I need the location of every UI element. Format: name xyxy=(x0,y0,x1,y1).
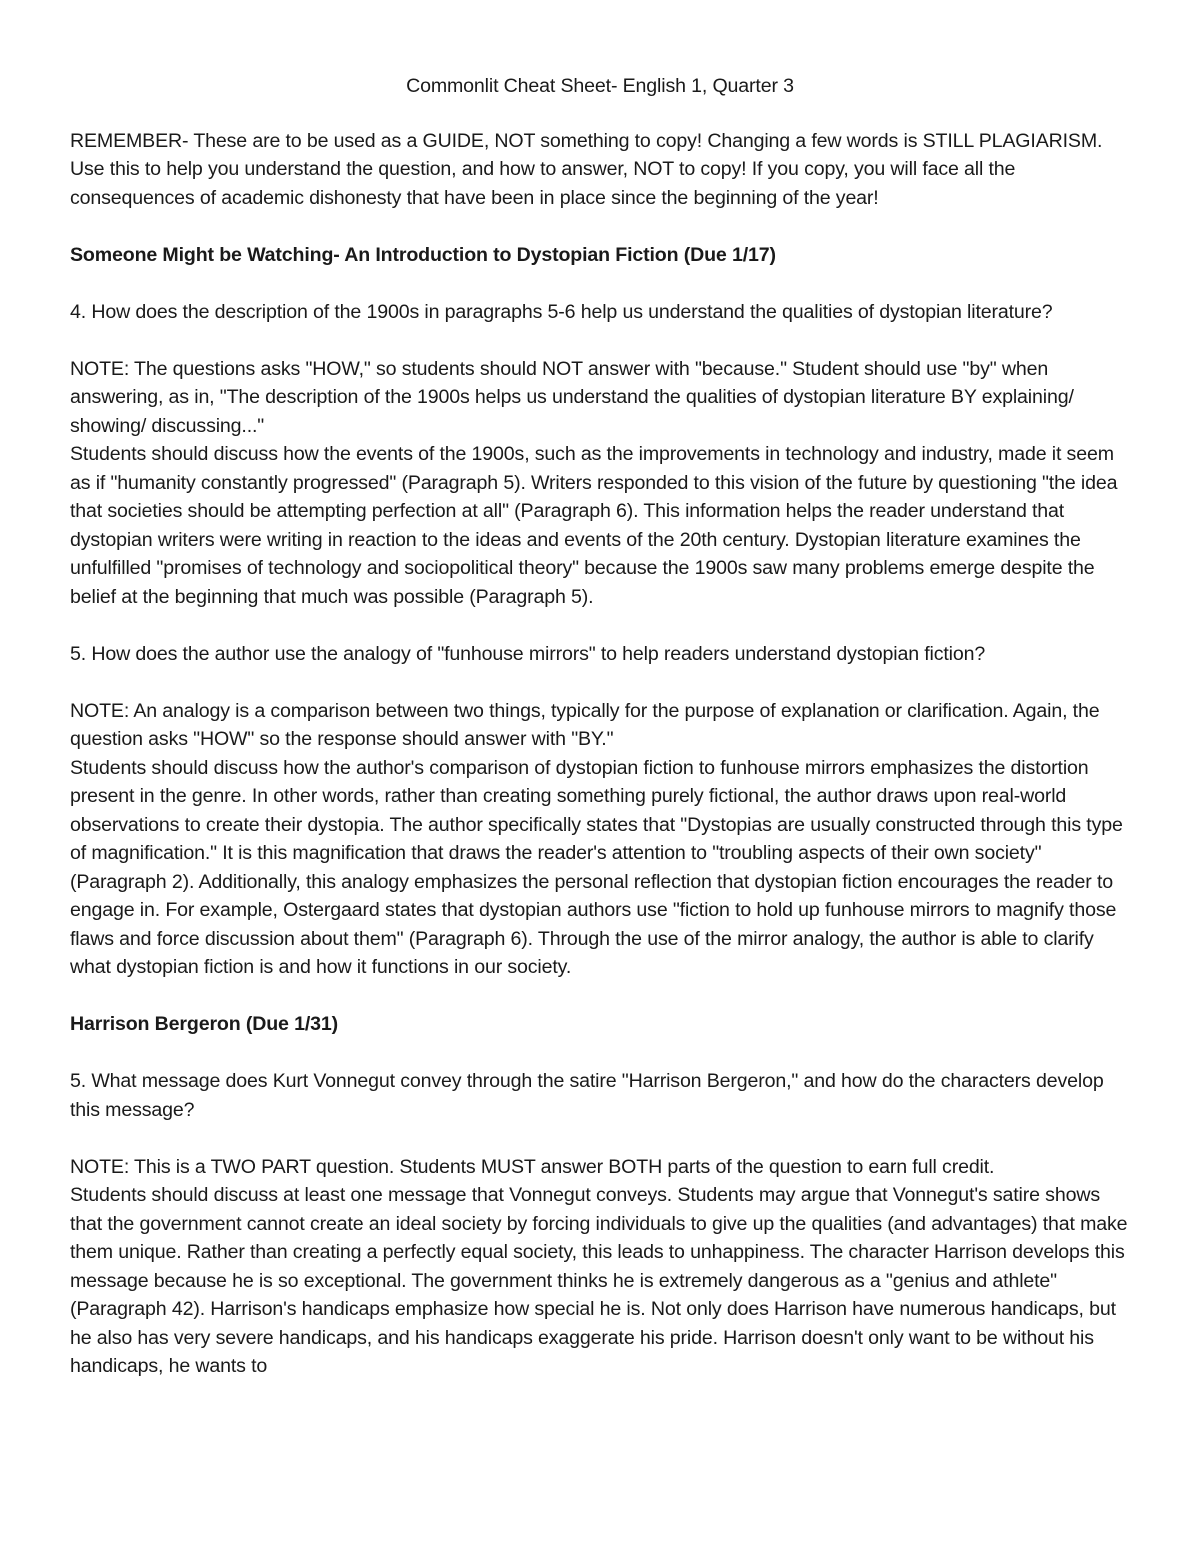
question-5-answer: Students should discuss how the author's comparison of dystopian fiction to funhouse mirrors emphasizes the distortion present in the genre. In other words, rather than creating something purely fictional, the author draws upon real-world observations to create their dystopia. The author specifically states that "Dystopias are usually constructed through this type of magnification." It is this magnification that draws the reader's attention to "troubling aspects of their own society" (Paragraph 2). Additionally, this analogy emphasizes the personal reflection that dystopian fiction encourages the reader to engage in. For example, Ostergaard states that dystopian authors use "fiction to hold up funhouse mirrors to magnify those flaws and force discussion about them" (Paragraph 6). Through the use of the mirror analogy, the author is able to clarify what dystopian fiction is and how it functions in our society. xyxy=(70,756,1123,978)
question-4-answer: Students should discuss how the events of the 1900s, such as the improvements in technology and industry, made it seem as if "humanity constantly progressed" (Paragraph 5). Writers responded to this vision of the future by questioning "the idea that societies should be attempting perfection at all" (Paragraph 6). This information helps the reader understand that dystopian writers were writing in reaction to the ideas and events of the 20th century. Dystopian literature examines the unfulfilled "promises of technology and sociopolitical theory" because the 1900s saw many problems emerge despite the belief at the beginning that much was possible (Paragraph 5). xyxy=(70,443,1118,608)
spacer xyxy=(70,982,1130,1011)
spacer xyxy=(70,269,1130,298)
document-page xyxy=(70,72,1130,1381)
hb-question-5: 5. What message does Kurt Vonnegut convey through the satire "Harrison Bergeron," and how do the characters develop this message? xyxy=(70,1070,1104,1121)
question-4-note: NOTE: The questions asks "HOW," so students should NOT answer with "because." Student should use "by" when answering, as in, "The description of the 1900s helps us understand the qualities of dystopian literature BY explaining/ showing/ discussing..." xyxy=(70,357,1074,437)
question-5-note: NOTE: An analogy is a comparison between two things, typically for the purpose of explanation or clarification. Again, the question asks "HOW" so the response should answer with "BY." xyxy=(70,699,1100,750)
section-heading-dystopian-fiction: Someone Might be Watching- An Introduction to Dystopian Fiction (Due 1/17) xyxy=(70,243,776,266)
spacer xyxy=(70,611,1130,640)
intro-paragraph: REMEMBER- These are to be used as a GUIDE, NOT something to copy! Changing a few words is STILL PLAGIARISM. Use this to help you understand the question, and how to answer, NOT to copy! If you copy, you will face all the consequences of academic dishonesty that have been in place since the beginning of the year! xyxy=(70,129,1103,209)
spacer xyxy=(70,1124,1130,1153)
page-title: Commonlit Cheat Sheet- English 1, Quarter 3 xyxy=(406,75,794,97)
spacer xyxy=(70,212,1130,241)
spacer xyxy=(70,326,1130,355)
question-5: 5. How does the author use the analogy of "funhouse mirrors" to help readers understand dystopian fiction? xyxy=(70,642,986,665)
hb-question-5-note: NOTE: This is a TWO PART question. Students MUST answer BOTH parts of the question to earn full credit. xyxy=(70,1155,995,1178)
spacer xyxy=(70,1039,1130,1068)
spacer xyxy=(70,668,1130,697)
section-heading-harrison-bergeron: Harrison Bergeron (Due 1/31) xyxy=(70,1013,339,1035)
question-4: 4. How does the description of the 1900s in paragraphs 5-6 help us understand the qualities of dystopian literature? xyxy=(70,300,1053,323)
hb-question-5-answer: Students should discuss at least one message that Vonnegut conveys. Students may argue that Vonnegut's satire shows that the government cannot create an ideal society by forcing individuals to give up the qualities (and advantages) that make them unique. Rather than creating a perfectly equal society, this leads to unhappiness. The character Harrison develops this message because he is so exceptional. The government thinks he is extremely dangerous as a "genius and athlete" (Paragraph 42). Harrison's handicaps emphasize how special he is. Not only does Harrison have numerous handicaps, but he also has very severe handicaps, and his handicaps exaggerate his pride. Harrison doesn't only want to be without his handicaps, he wants to xyxy=(70,1184,1128,1377)
